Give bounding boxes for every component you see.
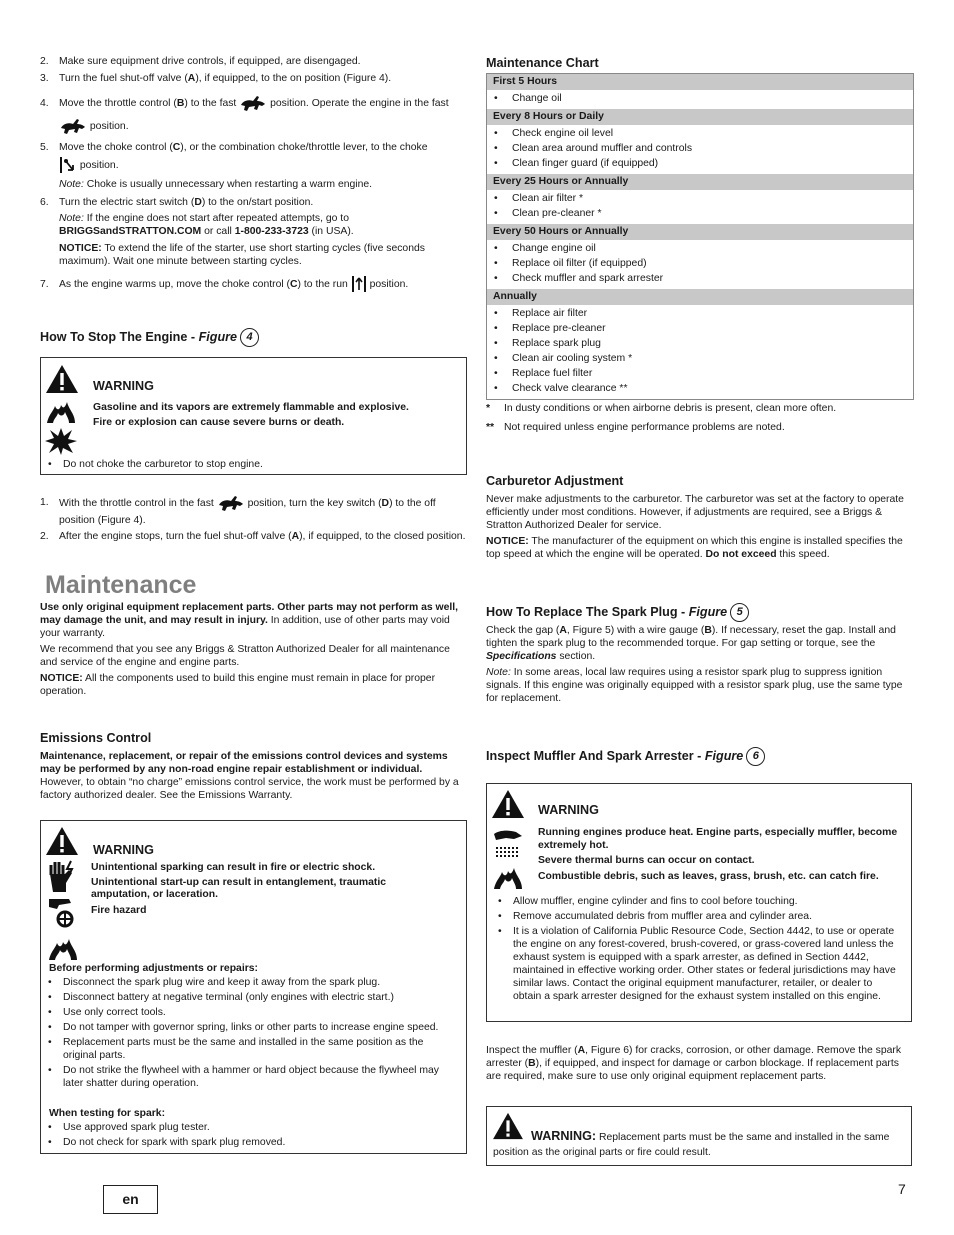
step-number: 2. xyxy=(40,56,49,67)
chart-group-items xyxy=(487,305,913,399)
before-adjustments-list xyxy=(43,976,458,1092)
list-item: • Clean area around muffler and controls xyxy=(487,142,913,155)
rabbit-fast-icon xyxy=(217,493,245,513)
maintenance-chart-table xyxy=(486,73,914,400)
muffler-heading: Inspect Muffler And Spark Arrester - Figure 6 xyxy=(486,747,914,766)
chart-group-header: Every 8 Hours or Daily xyxy=(487,109,913,125)
spark-plug-text: Check the gap (A, Figure 5) with a wire gauge (B). If necessary, reset the gap. Install and tighten the spark plug to the recommended torque. For gap setting or torque, see the Specifications section. Note: In some areas, local law requires using a resistor spark plug to suppress ignition signals. If this engine was originally equipped with a resistor spark plug, use the same type for replacement. xyxy=(486,625,903,704)
chart-group-header: First 5 Hours xyxy=(487,74,913,90)
chart-group-items xyxy=(487,240,913,289)
testing-spark-list xyxy=(43,1121,458,1151)
maintenance-intro: Use only original equipment replacement parts. Other parts may not perform as well, may damage the unit, and may result in injury. In addition, use of other parts may void your warranty. We recommend that you see any Briggs & Stratton Authorized Dealer for all maintenance and service of the engine and engine parts. NOTICE: All the components used to build this engine must remain in place for proper operation. xyxy=(40,602,459,697)
figure-number-badge: 4 xyxy=(240,328,259,347)
fire-icon xyxy=(47,933,79,961)
electric-shock-icon xyxy=(47,859,77,893)
warning-text: WARNING: Replacement parts must be the same and installed in the same position as the original parts or fire could result. xyxy=(493,1129,890,1158)
step-number: 5. xyxy=(40,142,49,153)
list-item: • Disconnect the spark plug wire and keep it away from the spark plug. xyxy=(43,976,458,989)
stop-step-1 xyxy=(40,493,467,529)
list-item: • Allow muffler, engine cylinder and fins to cool before touching. xyxy=(493,895,903,908)
stop-step-2 xyxy=(40,530,467,543)
entanglement-icon xyxy=(47,895,79,929)
list-item: • Replace air filter xyxy=(487,307,913,320)
warning-triangle-icon xyxy=(45,364,79,394)
explosion-icon xyxy=(44,426,78,456)
warning-title: WARNING xyxy=(93,379,154,393)
list-item: • Replace fuel filter xyxy=(487,367,913,380)
step-3 xyxy=(40,72,467,85)
step-number: 3. xyxy=(40,73,49,84)
warning-box-replacement xyxy=(486,1106,912,1166)
step-number: 6. xyxy=(40,197,49,208)
list-item: • Do not choke the carburetor to stop engine. xyxy=(43,458,463,471)
list-item: • Clean air cooling system * xyxy=(487,352,913,365)
muffler-inspect-text: Inspect the muffler (A, Figure 6) for cracks, corrosion, or other damage. Remove the spark arrester (B), if equipped, and inspect for damage or carbon blockage. If replacement parts are required, make sure to use only original equipment replacement parts. xyxy=(486,1045,902,1082)
warning-box-sparking xyxy=(40,820,467,1154)
list-item: • Replacement parts must be the same and installed in the same position as the original parts. xyxy=(43,1036,458,1062)
step-5 xyxy=(40,141,467,191)
list-item: • Check muffler and spark arrester xyxy=(487,272,913,285)
list-item: • Do not tamper with governor spring, links or other parts to increase engine speed. xyxy=(43,1021,458,1034)
warning-title: WARNING xyxy=(93,843,154,857)
chart-group-header: Every 25 Hours or Annually xyxy=(487,174,913,190)
list-item: • Replace oil filter (if equipped) xyxy=(487,257,913,270)
carburetor-heading: Carburetor Adjustment xyxy=(486,474,624,488)
page-number: 7 xyxy=(898,1181,906,1197)
warning-title: WARNING xyxy=(538,803,599,817)
step-2 xyxy=(40,55,467,68)
step-text: Turn the fuel shut-off valve (A), if equipped, to the on position (Figure 4). xyxy=(59,73,392,84)
list-item: • Replace pre-cleaner xyxy=(487,322,913,335)
list-item: • Clean pre-cleaner * xyxy=(487,207,913,220)
figure-number-badge: 6 xyxy=(746,747,765,766)
spark-plug-heading: How To Replace The Spark Plug - Figure 5 xyxy=(486,603,914,622)
chart-group-items xyxy=(487,190,913,224)
emissions-heading: Emissions Control xyxy=(40,731,152,745)
step-text: After the engine stops, turn the fuel shut-off valve (A), if equipped, to the closed position. xyxy=(59,531,466,542)
chart-group-items xyxy=(487,90,913,109)
list-item: • Check valve clearance ** xyxy=(487,382,913,395)
list-item: • Use only correct tools. xyxy=(43,1006,458,1019)
chart-footnote-1: * In dusty conditions or when airborne debris is present, clean more often. xyxy=(486,403,837,414)
list-item: • Clean air filter * xyxy=(487,192,913,205)
hot-surface-icon xyxy=(492,826,524,860)
step-text: Turn the electric start switch (D) to the on/start position. Note: If the engine does not start after repeated attempts, go to BRIGGSandSTRATTON.COM or call 1-800-233-3723 (in USA). NOTICE: To extend the life of the starter, use short starting cycles (five seconds maximum). Wait one minute between starting cycles. xyxy=(59,197,425,267)
figure-number-badge: 5 xyxy=(730,603,749,622)
step-number: 2. xyxy=(40,531,49,542)
warning-text: Gasoline and its vapors are extremely flammable and explosive. Fire or explosion can cause severe burns or death. xyxy=(93,402,409,428)
list-item: • Replace spark plug xyxy=(487,337,913,350)
maintenance-chart-heading: Maintenance Chart xyxy=(486,56,599,70)
emissions-text: Maintenance, replacement, or repair of the emissions control devices and systems may be performed by any non-road engine repair establishment or individual. However, to obtain “no charge” emissions control service, the work must be performed by a factory authorized dealer. See the Emissions Warranty. xyxy=(40,751,459,801)
step-number: 7. xyxy=(40,279,49,290)
list-item: • Do not check for spark with spark plug removed. xyxy=(43,1136,458,1149)
list-item: • Clean finger guard (if equipped) xyxy=(487,157,913,170)
step-text: With the throttle control in the fast position, turn the key switch (D) to the off position (Figure 4). xyxy=(59,493,467,529)
warning-text: Running engines produce heat. Engine parts, especially muffler, become extremely hot. Severe thermal burns can occur on contact. Combustible debris, such as leaves, grass, brush, etc. can catch fire. xyxy=(538,827,898,882)
chart-group-header: Annually xyxy=(487,289,913,305)
warning-box-heat xyxy=(486,783,912,1022)
rabbit-fast-icon xyxy=(59,116,87,136)
list-item: • Do not strike the flywheel with a hammer or hard object because the flywheel may later shatter during operation. xyxy=(43,1064,458,1090)
warning-triangle-icon xyxy=(45,826,79,856)
choke-run-icon xyxy=(351,276,367,292)
chart-group-header: Every 50 Hours or Annually xyxy=(487,224,913,240)
warning-bullets xyxy=(43,458,463,473)
stop-engine-heading: How To Stop The Engine - Figure 4 xyxy=(40,328,467,347)
before-adjustments-label: Before performing adjustments or repairs: xyxy=(49,963,259,974)
step-text: Move the throttle control (B) to the fast position. Operate the engine in the fast position. xyxy=(59,93,467,137)
warning-triangle-icon xyxy=(491,789,525,819)
warning-box-gasoline xyxy=(40,357,467,475)
language-tag: en xyxy=(103,1185,158,1214)
list-item: • Change oil xyxy=(487,92,913,105)
rabbit-fast-icon xyxy=(239,93,267,113)
warning-text: Unintentional sparking can result in fire or electric shock. Unintentional start-up can result in entanglement, traumatic amputation, or laceration. Fire hazard xyxy=(91,862,387,916)
step-text: As the engine warms up, move the choke control (C) to the run position. xyxy=(59,276,467,292)
list-item: • Change engine oil xyxy=(487,242,913,255)
step-7 xyxy=(40,276,467,292)
choke-icon xyxy=(59,156,77,174)
list-item: • It is a violation of California Public Resource Code, Section 4442, to use or operate the engine on any forest-covered, brush-covered, or grass-covered land unless the exhaust system is equipped with a spark arrester, as defined in Section 4442, maintained in effective working order. Other states or federal jurisdictions may have similar laws. Contact the original equipment manufacturer, retailer, or dealer to obtain a spark arrester designed for the exhaust system installed on this engine. xyxy=(493,925,903,1003)
list-item: • Remove accumulated debris from muffler area and cylinder area. xyxy=(493,910,903,923)
list-item: • Disconnect battery at negative terminal (only engines with electric start.) xyxy=(43,991,458,1004)
step-4 xyxy=(40,93,467,137)
step-text: Move the choke control (C), or the combination choke/throttle lever, to the choke position. Note: Choke is usually unnecessary when restarting a warm engine. xyxy=(59,142,428,190)
fire-icon xyxy=(45,396,77,424)
chart-footnote-2: ** Not required unless engine performance problems are noted. xyxy=(486,422,785,433)
list-item: • Use approved spark plug tester. xyxy=(43,1121,458,1134)
testing-spark-label: When testing for spark: xyxy=(49,1108,166,1119)
step-text: Make sure equipment drive controls, if equipped, are disengaged. xyxy=(59,56,361,67)
fire-icon xyxy=(492,862,524,890)
step-number: 1. xyxy=(40,497,49,508)
chart-group-items xyxy=(487,125,913,174)
maintenance-heading: Maintenance xyxy=(45,571,197,599)
step-number: 4. xyxy=(40,98,49,109)
step-6 xyxy=(40,196,467,268)
warning-bullets xyxy=(493,895,903,1005)
carburetor-text: Never make adjustments to the carburetor. The carburetor was set at the factory to operate efficiently under most conditions. However, if adjustments are required, see a Briggs & Stratton Authorized Dealer for service. NOTICE: The manufacturer of the equipment on which this engine is installed specifies the top speed at which the engine will be operated. Do not exceed this speed. xyxy=(486,494,904,560)
list-item: • Check engine oil level xyxy=(487,127,913,140)
